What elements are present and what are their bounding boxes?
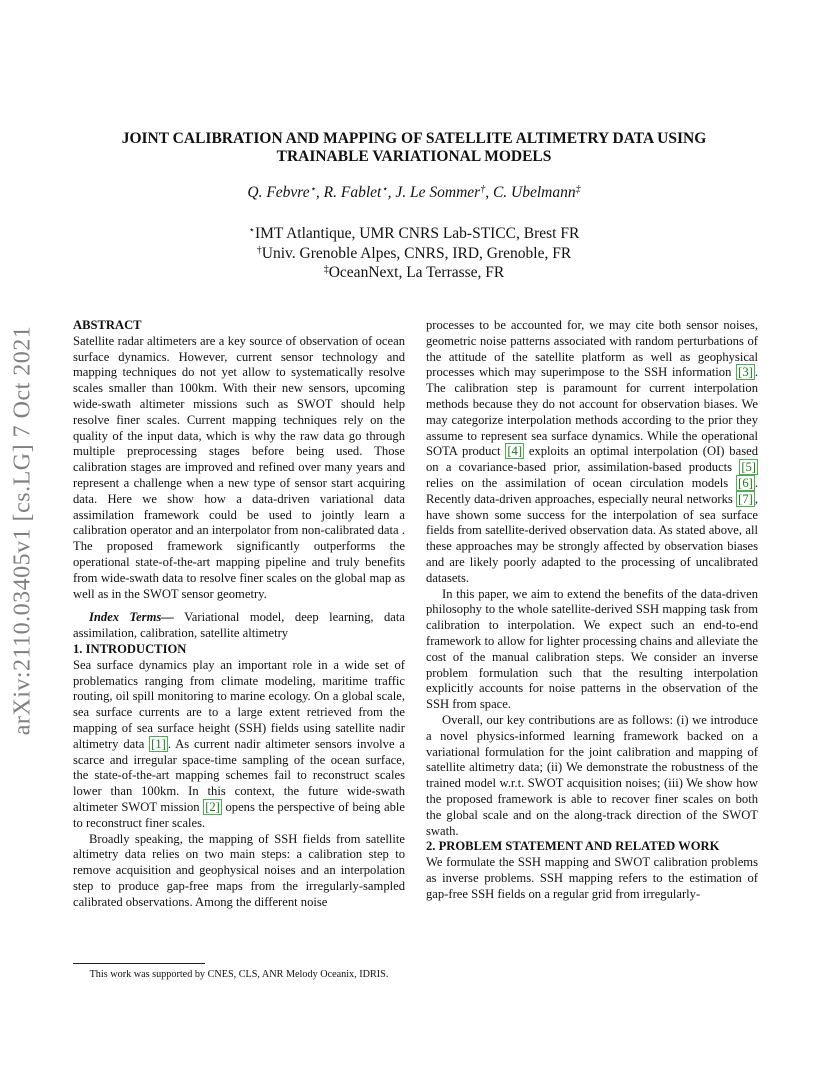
citation-link-5[interactable]: [5] <box>741 460 756 475</box>
affiliation-2-text: Univ. Grenoble Alpes, CNRS, IRD, Grenoble, FR <box>261 244 572 262</box>
intro-paragraph-2: Broadly speaking, the mapping of SSH fields from satellite altimetry data relies on two main steps: a calibration step to remove acquisition and geophysical noises and an interpolation step to produce gap-free maps from the irregularly-sampled calibrated observations. Among the different noise <box>73 831 405 909</box>
author-3-mark: † <box>480 184 486 195</box>
right-p1-part-e: . Recently data-driven approaches, especially neural networks <box>426 475 758 506</box>
right-p1-part-b: . The calibration step is paramount for current interpolation methods because they do not account for observation biases. We may categorize interpolation methods according to the prior they assume to represent sea surface dynamics. While the operational SOTA product <box>426 365 758 459</box>
affiliation-3-mark: ‡ <box>323 264 329 275</box>
author-1-mark: ⋆ <box>309 184 316 195</box>
author-4: , C. Ubelmann <box>485 184 576 201</box>
right-p1-part-c: exploits an optimal interpolation (OI) based on a covariance-based prior, assimilation-based products <box>426 444 758 475</box>
affiliation-2-mark: † <box>256 244 262 256</box>
citation-link-6[interactable]: [6] <box>738 475 753 490</box>
section-2-heading: 2. PROBLEM STATEMENT AND RELATED WORK <box>426 839 720 854</box>
footnote: This work was supported by CNES, CLS, ANR Melody Oceanix, IDRIS. <box>89 969 389 980</box>
author-4-mark: ‡ <box>575 184 581 195</box>
affiliation-1-mark: ⋆ <box>248 225 255 236</box>
introduction-heading: 1. INTRODUCTION <box>73 641 187 656</box>
author-1: Q. Febvre <box>247 184 310 201</box>
author-2-mark: ⋆ <box>381 184 388 195</box>
arxiv-identifier-text: arXiv:2110.03405v1 [cs.LG] 7 Oct 2021 <box>9 325 36 735</box>
citation-link-1[interactable]: [1] <box>151 736 166 751</box>
right-p1-part-a: processes to be accounted for, we may cite both sensor noises, geometric noise patterns associated with random perturbations of the attitude of the satellite platform as well as geophysical processes which may superimpose to the SSH information <box>426 318 758 380</box>
right-paragraph-1 <box>426 318 758 587</box>
left-column <box>73 318 405 910</box>
affiliation-1-text: IMT Atlantique, UMR CNRS Lab-STICC, Brest FR <box>254 225 580 242</box>
intro-paragraph-1 <box>73 658 405 832</box>
citation-link-2[interactable]: [2] <box>205 799 220 814</box>
affiliation-2 <box>90 244 738 264</box>
author-list <box>90 184 738 202</box>
right-paragraph-3: Overall, our key contributions are as follows: (i) we introduce a novel physics-informed learning framework backed on a variational formulation for the joint calibration and mapping of satellite altimetry data; (ii) We demonstrate the robustness of the trained model w.r.t. SWOT acquisition noises; (iii) We show how the proposed framework is able to recover finer scales on both the global scale and on the along-track direction of the SWOT swath. <box>426 712 758 838</box>
title-line-2: TRAINABLE VARIATIONAL MODELS <box>276 148 552 165</box>
index-terms <box>73 610 405 642</box>
author-3: , J. Le Sommer <box>387 184 481 201</box>
title-line-1: JOINT CALIBRATION AND MAPPING OF SATELLITE ALTIMETRY DATA USING <box>121 130 707 147</box>
right-column <box>426 318 758 902</box>
affiliation-3-text: OceanNext, La Terrasse, FR <box>328 264 505 281</box>
affiliation-3 <box>90 263 738 283</box>
affiliation-1 <box>90 224 738 244</box>
right-paragraph-4: We formulate the SSH mapping and SWOT calibration problems as inverse problems. SSH mapping refers to the estimation of gap-free SSH fields on a regular grid from irregularly- <box>426 855 758 901</box>
citation-link-3[interactable]: [3] <box>738 365 753 380</box>
right-p1-part-d: relies on the assimilation of ocean circulation models <box>426 475 737 490</box>
paper-title <box>90 130 738 166</box>
footnote-rule <box>73 963 205 964</box>
arxiv-identifier <box>4 300 42 760</box>
index-terms-text: Variational model, deep learning, data assimilation, calibration, satellite altimetry <box>73 610 405 641</box>
right-p1-part-f: , have shown some success for the interpolation of sea surface fields from satellite-derived observation data. As stated above, all these approaches may be strongly affected by observation biases and are likely poorly adapted to the processing of uncalibrated datasets. <box>426 491 758 585</box>
right-paragraph-2: In this paper, we aim to extend the benefits of the data-driven philosophy to the whole satellite-derived SSH mapping task from calibration to interpolation. We expect such an end-to-end framework to allow for lighter processing chains and alleviate the cost of the manual calibration steps. We consider an inverse problem formulation such that the resulting interpolation explicitly accounts for noise patterns in the observation of the SSH from space. <box>426 586 758 712</box>
intro-p1-part-a: Sea surface dynamics play an important role in a wide set of problematics ranging from climate modeling, maritime traffic routing, oil spill monitoring to marine ecology. On a global scale, sea surface currents are to a large extent retrieved from the mapping of sea surface height (SSH) fields using satellite nadir altimetry data <box>73 657 405 751</box>
citation-link-4[interactable]: [4] <box>507 444 523 459</box>
abstract-heading: ABSTRACT <box>73 318 142 332</box>
abstract-body: Satellite radar altimeters are a key source of observation of ocean surface dynamics. However, current sensor technology and mapping techniques do not yet allow to systematically resolve scales smaller than 100km. With their new sensors, upcoming wide-swath altimeter missions such as SWOT should help resolve finer scales. Current mapping techniques rely on the quality of the input data, which is why the raw data go through multiple preprocessing stages before being used. Those calibration stages are improved and refined over many years and represent a challenge when a new type of sensor start acquiring data. Here we show how a data-driven variational data assimilation framework could be used to jointly learn a calibration operator and an interpolator from non-calibrated data . The proposed framework significantly outperforms the operational state-of-the-art mapping pipeline and truly benefits from wide-swath data to resolve finer scales on the global map as well as in the SWOT sensor geometry. <box>73 333 405 601</box>
intro-p1-part-c: opens the perspective of being able to reconstruct finer scales. <box>73 799 405 830</box>
index-terms-label: Index Terms— <box>89 610 174 625</box>
author-2: , R. Fablet <box>315 184 382 201</box>
citation-link-7[interactable]: [7] <box>738 491 753 506</box>
intro-p1-part-b: . As current nadir altimeter sensors involve a scarce and irregular space-time sampling of the ocean surface, the state-of-the-art mapping schemes fail to reconstruct scales lower than 100km. In this context, the future wide-swath altimeter SWOT mission <box>73 736 406 814</box>
affiliations <box>90 224 738 283</box>
